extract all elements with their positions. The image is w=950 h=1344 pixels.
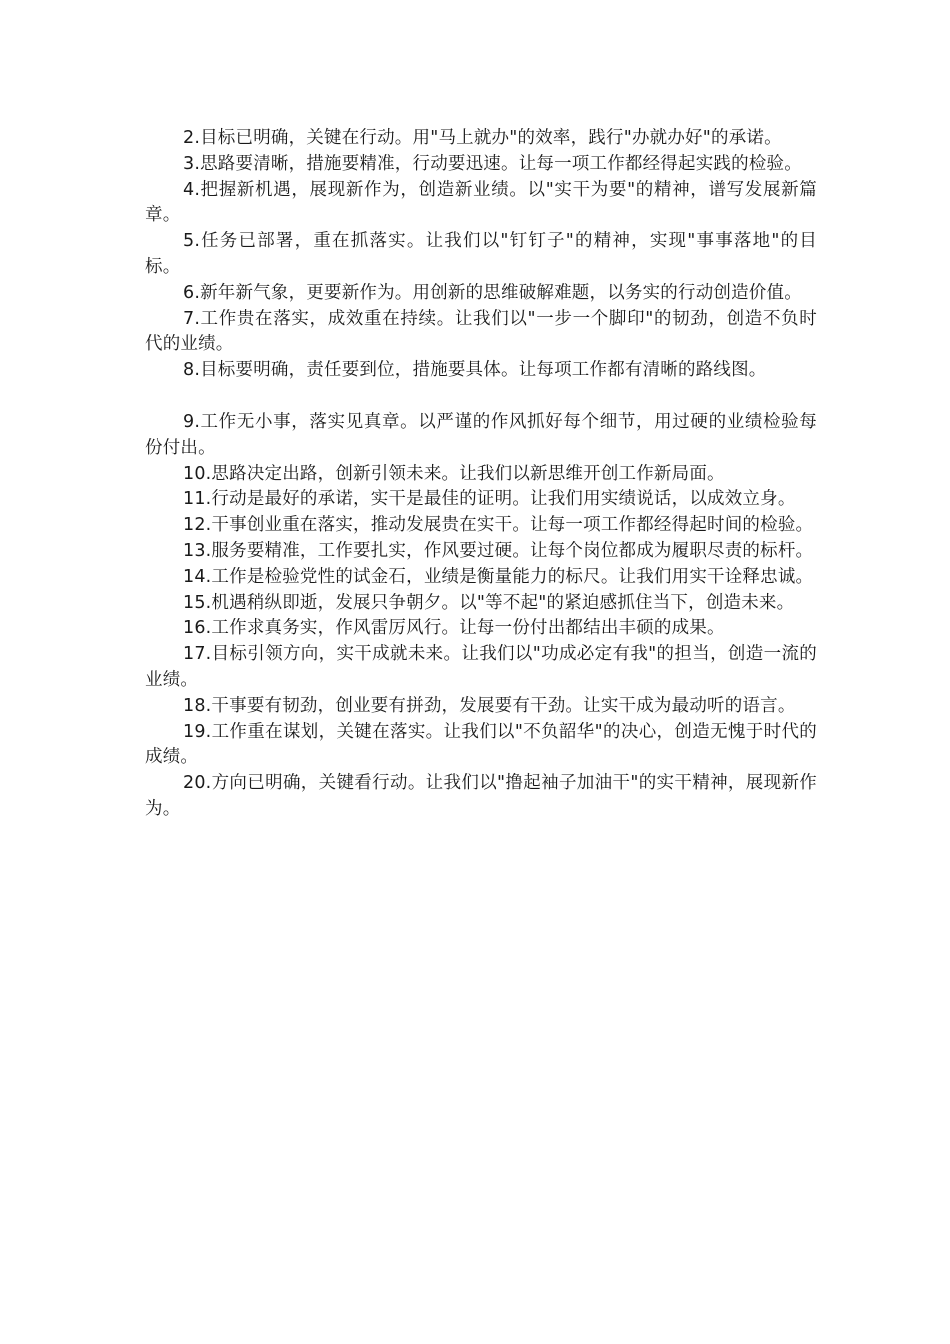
paragraph-3: 3.思路要清晰，措施要精准，行动要迅速。让每一项工作都经得起实践的检验。 [183,153,802,174]
paragraph-5: 5.任务已部署，重在抓落实。让我们以"钉钉子"的精神，实现"事事落地"的目标。 [145,231,817,277]
paragraph-15: 15.机遇稍纵即逝，发展只争朝夕。以"等不起"的紧迫感抓住当下，创造未来。 [183,592,795,613]
document-body [145,126,817,823]
paragraph-12: 12.干事创业重在落实，推动发展贵在实干。让每一项工作都经得起时间的检验。 [183,515,814,536]
paragraph-19: 19.工作重在谋划，关键在落实。让我们以"不负韶华"的决心，创造无愧于时代的成绩。 [145,721,817,768]
paragraph-18: 18.干事要有韧劲，创业要有拼劲，发展要有干劲。让实干成为最动听的语言。 [183,695,796,716]
paragraph-13: 13.服务要精准，工作要扎实，作风要过硬。让每个岗位都成为履职尽责的标杆。 [183,540,814,561]
paragraph-10: 10.思路决定出路，创新引领未来。让我们以新思维开创工作新局面。 [183,463,725,484]
paragraph-14: 14.工作是检验党性的试金石，业绩是衡量能力的标尺。让我们用实干诠释忠诚。 [183,566,814,587]
paragraph-20: 20.方向已明确，关键看行动。让我们以"撸起袖子加油干"的实干精神，展现新作为。 [145,773,817,819]
paragraph-4: 4.把握新机遇，展现新作为，创造新业绩。以"实干为要"的精神，谱写发展新篇章。 [145,179,817,226]
paragraph-8: 8.目标要明确，责任要到位，措施要具体。让每项工作都有清晰的路线图。 [183,360,767,381]
paragraph-7: 7.工作贵在落实，成效重在持续。让我们以"一步一个脚印"的韧劲，创造不负时代的业绩。 [145,308,817,355]
paragraph-6: 6.新年新气象，更要新作为。用创新的思维破解难题，以务实的行动创造价值。 [183,282,802,303]
paragraph-17: 17.目标引领方向，实干成就未来。让我们以"功成必定有我"的担当，创造一流的业绩。 [145,644,817,690]
paragraph-2: 2.目标已明确，关键在行动。用"马上就办"的效率，践行"办就办好"的承诺。 [183,128,782,148]
paragraph-11: 11.行动是最好的承诺，实干是最佳的证明。让我们用实绩说话，以成效立身。 [183,489,796,510]
paragraph-16: 16.工作求真务实，作风雷厉风行。让每一份付出都结出丰硕的成果。 [183,618,725,639]
paragraph-9: 9.工作无小事，落实见真章。以严谨的作风抓好每个细节，用过硬的业绩检验每份付出。 [145,411,817,458]
